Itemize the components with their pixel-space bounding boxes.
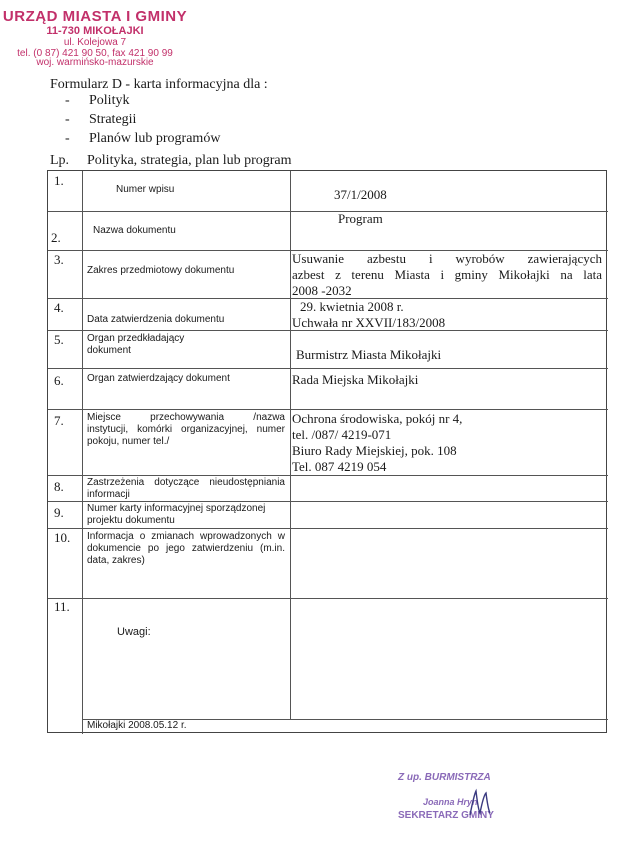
row-number: 1. [54, 173, 64, 188]
place-date: Mikołajki 2008.05.12 r. [87, 720, 187, 731]
row-label: Uwagi: [117, 626, 151, 638]
row-number: 9. [54, 505, 64, 520]
signature-title: SEKRETARZ GMINY [398, 810, 494, 821]
row-label: Organ przedkładający dokument [87, 333, 185, 356]
stamp-postal-code: 11-730 MIKOŁAJKI [46, 25, 144, 37]
office-stamp [0, 8, 190, 68]
signature-authority: Z up. BURMISTRZA [398, 772, 491, 783]
row-label: Zakres przedmiotowy dokumentu [87, 265, 235, 276]
table-caption-lp: Lp. [50, 153, 70, 168]
row-label: Miejsce przechowywania /nazwa instytucji, komórki organizacyjnej, numer pokoju, numer tel./ [87, 412, 285, 447]
stamp-phone: tel. (0 87) 421 90 50, fax 421 90 99 [17, 48, 173, 59]
row-label: Numer wpisu [116, 184, 175, 195]
row-value: Burmistrz Miasta Mikołajki [296, 347, 442, 362]
stamp-street: ul. Kolejowa 7 [63, 37, 127, 48]
row-label: Nazwa dokumentu [93, 225, 176, 236]
stamp-office-name: URZĄD MIASTA I GMINY [2, 8, 188, 25]
row-value: Program [338, 211, 383, 226]
signature-name: Joanna Hryn [423, 797, 478, 807]
row-value: 29. kwietnia 2008 r. Uchwała nr XXVII/183/2008 [292, 299, 446, 330]
row-number: 11. [54, 599, 70, 614]
row-value: Ochrona środowiska, pokój nr 4, tel. /087/ 4219-071 Biuro Rady Miejskiej, pok. 108 Tel. 087 4219 054 [292, 411, 463, 474]
row-number: 3. [54, 252, 64, 267]
list-item: - Strategii [65, 112, 137, 127]
row-label: Data zatwierdzenia dokumentu [87, 314, 225, 325]
list-item: - Planów lub programów [65, 131, 221, 146]
row-number: 2. [51, 230, 61, 245]
document-type-list [65, 93, 220, 150]
row-number: 7. [54, 413, 64, 428]
handwritten-signature [462, 785, 498, 821]
row-label: Informacja o zmianach wprowadzonych w dokumencie po jego zatwierdzeniu (m.in. data, zakres) [87, 531, 285, 566]
row-value: 37/1/2008 [334, 187, 387, 202]
stamp-voivodeship: woj. warmińsko-mazurskie [36, 57, 154, 68]
row-number: 5. [54, 332, 64, 347]
row-label: Organ zatwierdzający dokument [87, 373, 230, 384]
row-number: 8. [54, 479, 64, 494]
row-label: Numer karty informacyjnej sporządzonej projektu dokumentu [87, 503, 266, 526]
row-value: Rada Miejska Mikołajki [292, 372, 419, 387]
row-value: Usuwanie azbestu i wyrobów zawierających azbest z terenu Miasta i gminy Mikołajki na lata 2008 -2032 [292, 251, 602, 298]
row-number: 4. [54, 300, 64, 315]
table-caption-title: Polityka, strategia, plan lub program [87, 153, 292, 168]
row-label: Zastrzeżenia dotyczące nieudostępniania informacji [87, 477, 285, 500]
form-title: Formularz D - karta informacyjna dla : [50, 77, 268, 92]
list-item: - Polityk [65, 93, 130, 108]
row-number: 6. [54, 373, 64, 388]
row-number: 10. [54, 530, 71, 545]
